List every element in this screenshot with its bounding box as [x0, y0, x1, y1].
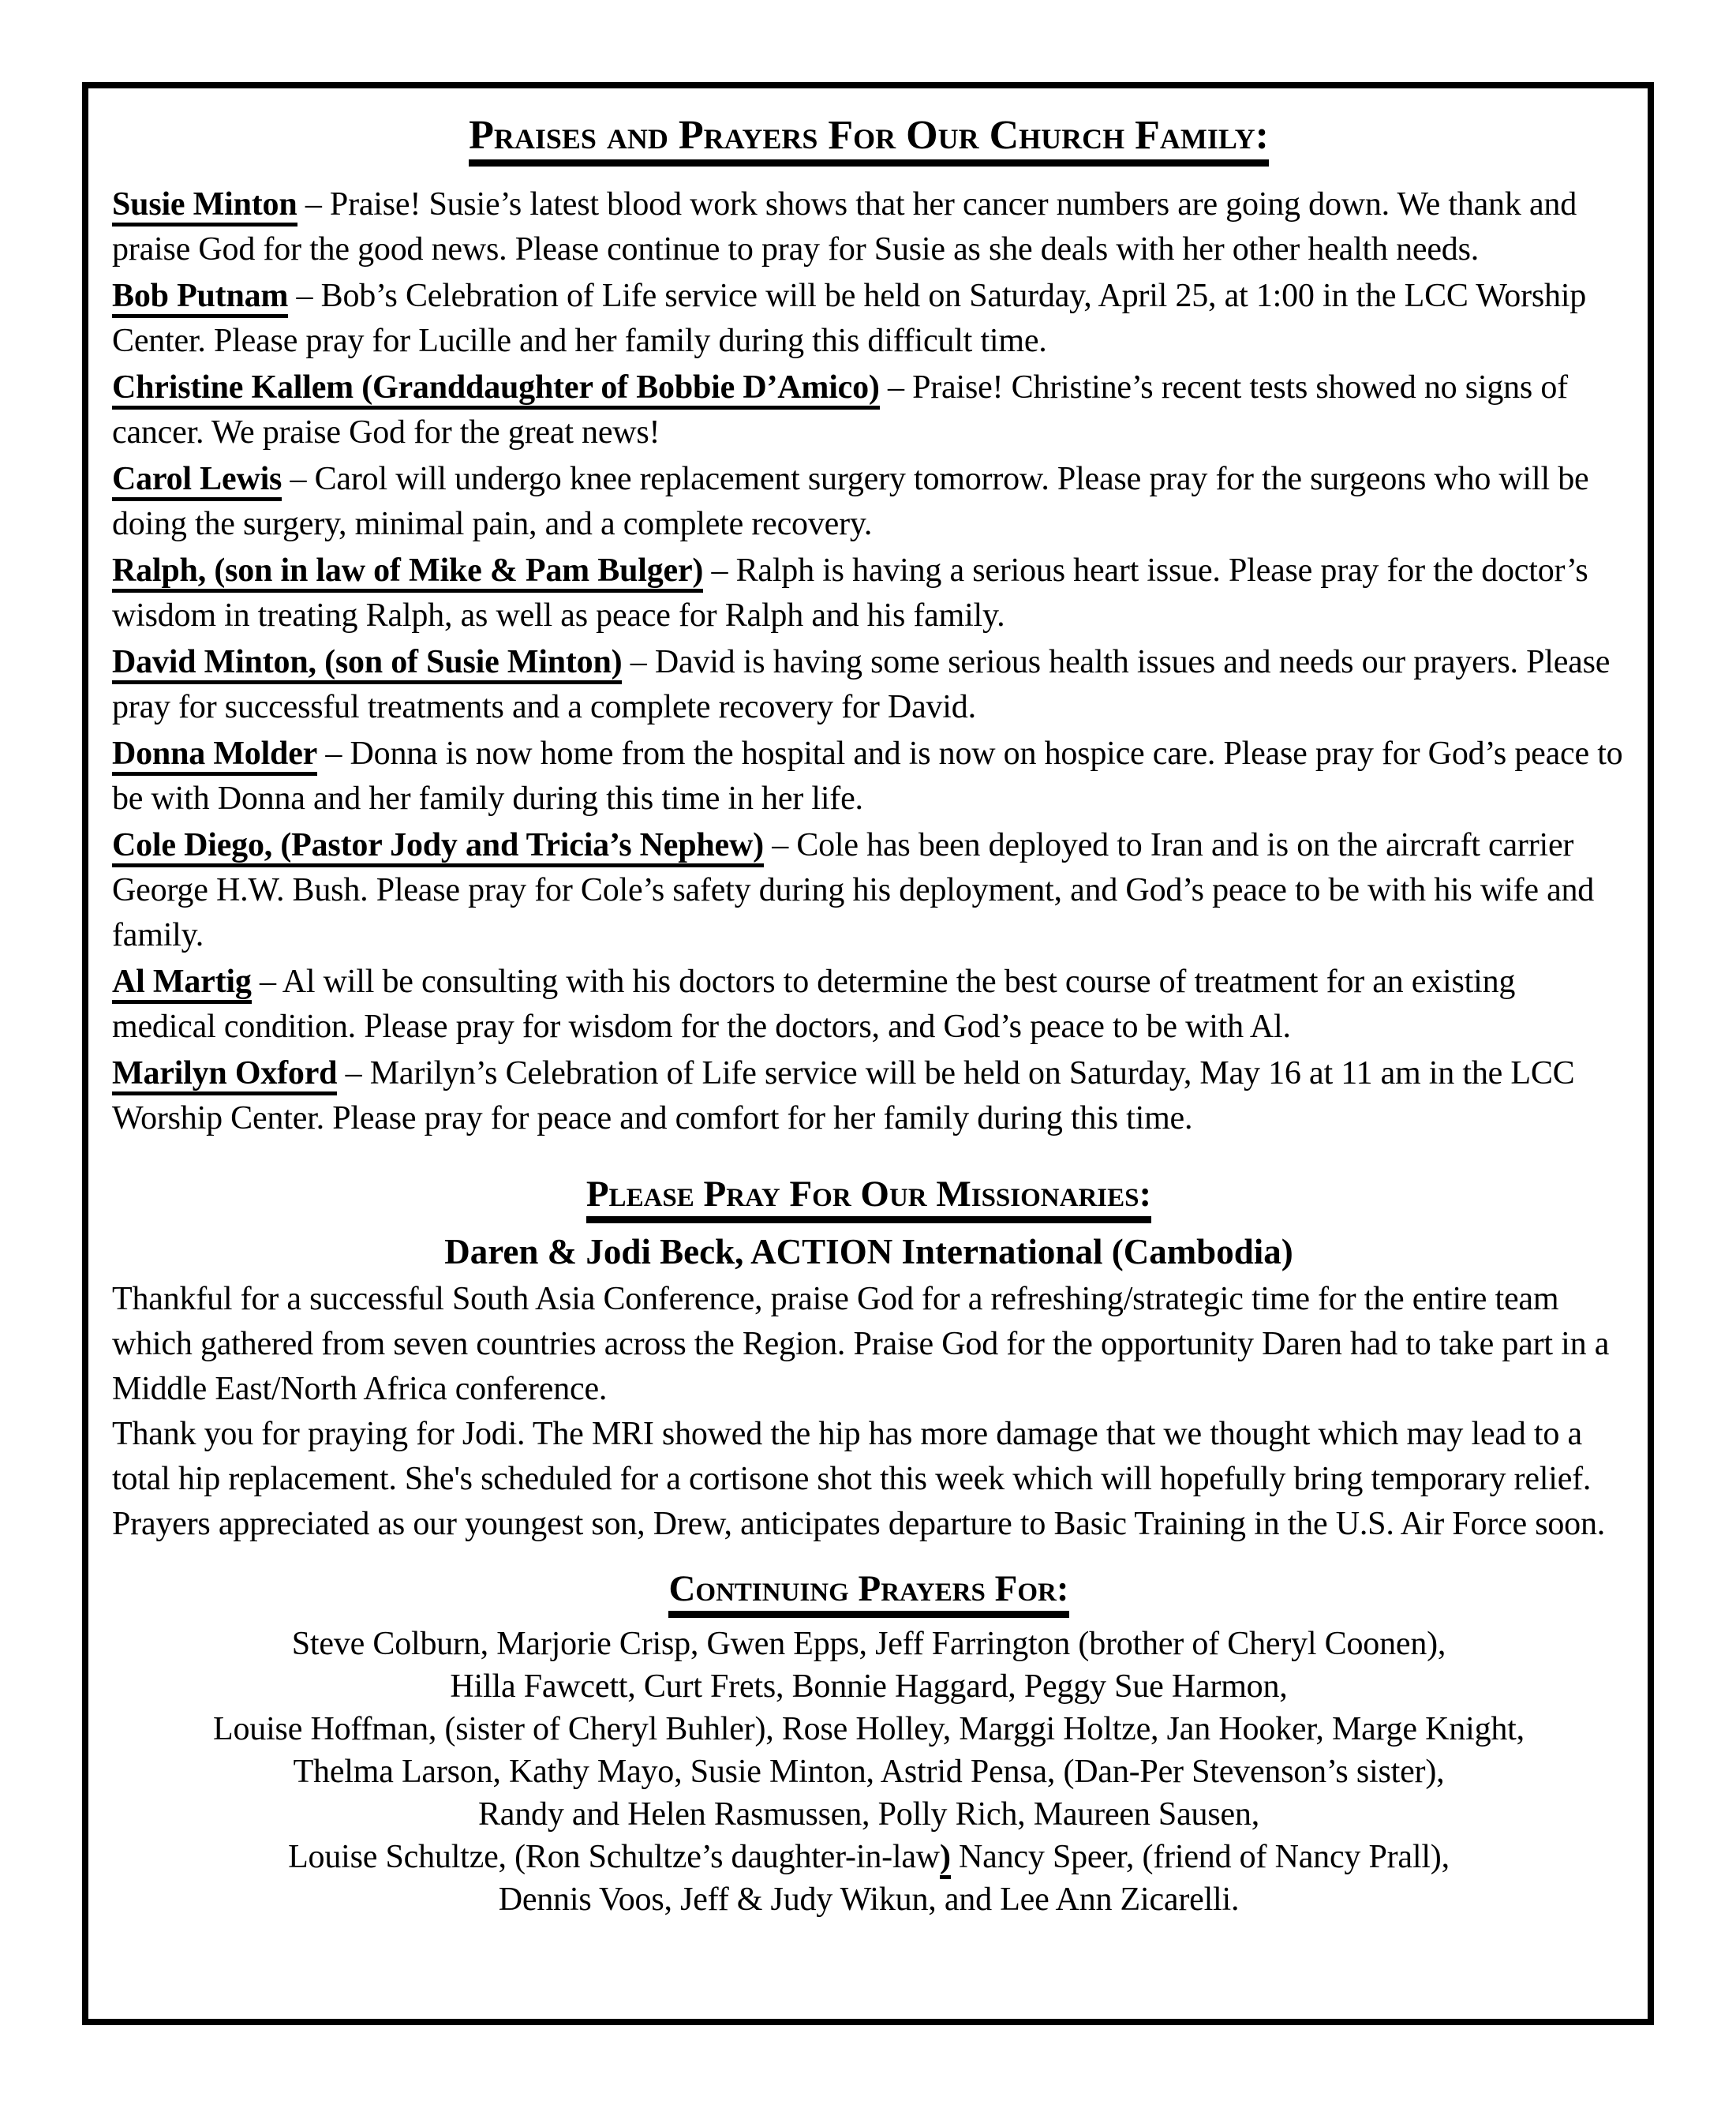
- prayer-entry-text: – Donna is now home from the hospital and is now on hospice care. Please pray for God’s peace to be with Donna and her family during this time in her life.: [112, 736, 1623, 817]
- prayer-entry-text: – Praise! Susie’s latest blood work shows that her cancer numbers are going down. We thank and praise God for the good news. Please continue to pray for Susie as she deals with her other health needs.: [112, 186, 1577, 268]
- prayer-entry-text: – Cole has been deployed to Iran and is on the aircraft carrier George H.W. Bush. Please pray for Cole’s safety during his deployment, and God’s peace to be with his wife and family.: [112, 827, 1595, 953]
- page-title-row: [112, 112, 1626, 159]
- prayer-entry-text: – Bob’s Celebration of Life service will be held on Saturday, April 25, at 1:00 in the LCC Worship Center. Please pray for Lucille and her family during this difficult time.: [112, 278, 1587, 359]
- missionaries-heading: Please Pray For Our Missionaries:: [586, 1174, 1151, 1223]
- prayer-entry: [112, 732, 1626, 822]
- prayer-entry-text: – Ralph is having a serious heart issue. Please pray for the doctor’s wisdom in treating Ralph, as well as peace for Ralph and his family.: [112, 552, 1588, 634]
- continuing-line-segment: Nancy Speer, (friend of Nancy Prall),: [950, 1839, 1450, 1875]
- prayer-entry: [112, 1051, 1626, 1141]
- continuing-line: Steve Colburn, Marjorie Crisp, Gwen Epps, Jeff Farrington (brother of Cheryl Coonen),: [291, 1626, 1446, 1662]
- prayer-entry-text: – David is having some serious health issues and needs our prayers. Please pray for successful treatments and a complete recovery for David.: [112, 644, 1611, 725]
- prayer-entry: [112, 549, 1626, 638]
- prayer-entry: [112, 182, 1626, 272]
- prayer-entry: [112, 960, 1626, 1050]
- continuing-line: [112, 1836, 1626, 1878]
- prayer-entry-name: Donna Molder: [112, 736, 317, 776]
- prayer-entry: [112, 274, 1626, 364]
- prayer-entry: [112, 640, 1626, 730]
- prayer-entry: [112, 823, 1626, 958]
- border-frame: [82, 82, 1654, 2025]
- continuing-heading: Continuing Prayers For:: [668, 1568, 1068, 1618]
- continuing-line: Hilla Fawcett, Curt Frets, Bonnie Haggard, Peggy Sue Harmon,: [450, 1668, 1288, 1705]
- missionaries-heading-row: [112, 1173, 1626, 1215]
- prayer-entry-name: Marilyn Oxford: [112, 1055, 337, 1095]
- prayer-entry-text: – Praise! Christine’s recent tests showed no signs of cancer. We praise God for the great news!: [112, 369, 1568, 451]
- prayer-entry-name: Susie Minton: [112, 186, 297, 227]
- prayer-entry-name: Ralph, (son in law of Mike & Pam Bulger): [112, 552, 703, 593]
- prayer-entry-text: – Carol will undergo knee replacement surgery tomorrow. Please pray for the surgeons who will be doing the surgery, minimal pain, and a complete recovery.: [112, 461, 1589, 542]
- continuing-heading-row: [112, 1567, 1626, 1610]
- prayer-entry-name: Bob Putnam: [112, 278, 288, 318]
- continuing-line: Louise Hoffman, (sister of Cheryl Buhler), Rose Holley, Marggi Holtze, Jan Hooker, Marge Knight,: [213, 1711, 1525, 1747]
- continuing-line: Randy and Helen Rasmussen, Polly Rich, Maureen Sausen,: [477, 1796, 1260, 1833]
- continuing-line-segment: Louise Schultze, (Ron Schultze’s daughter-in-law: [288, 1839, 940, 1875]
- prayer-entry-name: David Minton, (son of Susie Minton): [112, 644, 622, 684]
- prayer-entry-name: Cole Diego, (Pastor Jody and Tricia’s Nephew): [112, 827, 764, 867]
- missionaries-subheading: Daren & Jodi Beck, ACTION International (Cambodia): [444, 1232, 1293, 1271]
- prayer-entry-text: – Al will be consulting with his doctors to determine the best course of treatment for an existing medical condition. Please pray for wisdom for the doctors, and God’s peace to be with Al.: [112, 964, 1516, 1045]
- prayer-entry-name: Carol Lewis: [112, 461, 282, 501]
- continuing-line: Thelma Larson, Kathy Mayo, Susie Minton, Astrid Pensa, (Dan-Per Stevenson’s sister),: [293, 1754, 1445, 1790]
- missionaries-section: [112, 1173, 1626, 1547]
- prayer-entry: [112, 365, 1626, 455]
- page-title: Praises and Prayers For Our Church Family:: [469, 113, 1269, 167]
- missionaries-paragraph: Thank you for praying for Jodi. The MRI showed the hip has more damage that we thought which may lead to a total hip replacement. She's scheduled for a cortisone shot this week which will hopefully bring temporary relief. Prayers appreciated as our youngest son, Drew, anticipates departure to Basic Training in the U.S. Air Force soon.: [112, 1416, 1606, 1542]
- prayer-entry: [112, 457, 1626, 547]
- missionaries-paragraph: Thankful for a successful South Asia Conference, praise God for a refreshing/strategic time for the entire team which gathered from seven countries across the Region. Praise God for the opportunity Daren had to take part in a Middle East/North Africa conference.: [112, 1281, 1610, 1407]
- prayer-entry-text: – Marilyn’s Celebration of Life service will be held on Saturday, May 16 at 11 am in the LCC Worship Center. Please pray for peace and comfort for her family during this time.: [112, 1055, 1575, 1136]
- prayer-entry-name: Al Martig: [112, 964, 252, 1004]
- continuing-line-underlined-paren: ): [940, 1839, 951, 1879]
- prayer-entries-section: [112, 182, 1626, 1141]
- continuing-names-list: [112, 1623, 1626, 1921]
- continuing-prayers-section: [112, 1567, 1626, 1921]
- continuing-line: Dennis Voos, Jeff & Judy Wikun, and Lee Ann Zicarelli.: [498, 1881, 1240, 1918]
- prayer-entry-name: Christine Kallem (Granddaughter of Bobbie D’Amico): [112, 369, 880, 410]
